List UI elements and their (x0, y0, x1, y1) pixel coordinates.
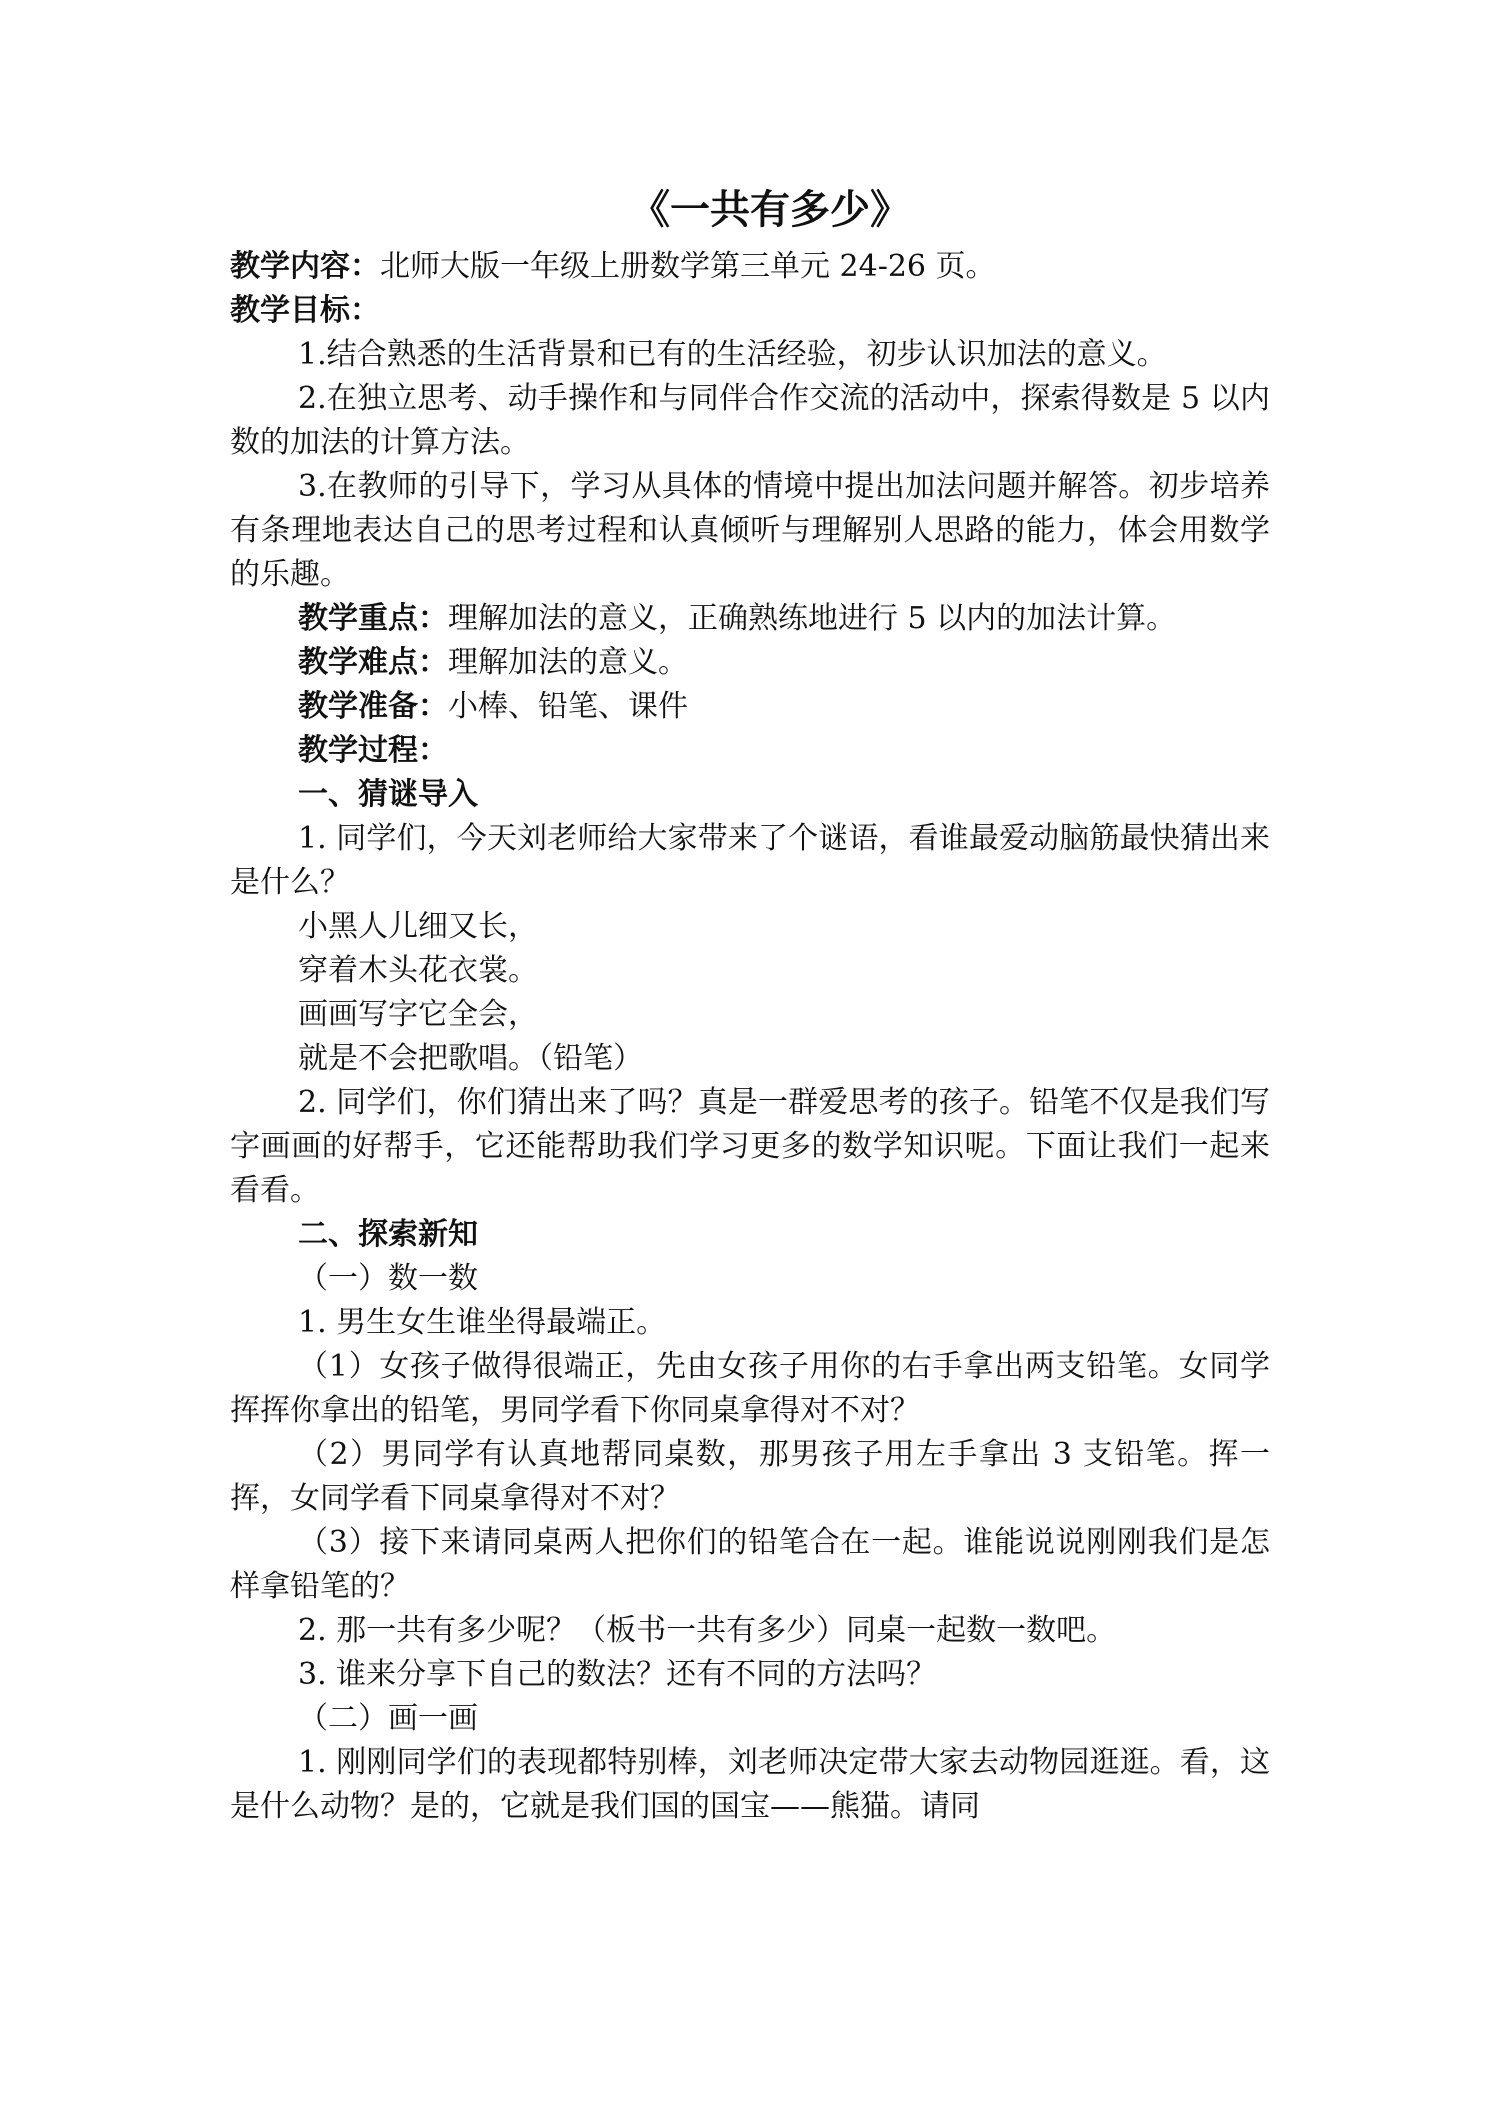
teaching-key-point (230, 597, 1270, 641)
teaching-content (230, 245, 1270, 289)
section2-paragraph-2: 2. 那一共有多少呢？（板书一共有多少）同桌一起数一数吧。 (298, 1613, 1117, 1648)
document-body (230, 175, 1270, 1829)
riddle-line-2: 穿着木头花衣裳。 (298, 953, 538, 988)
section2-paragraph-1-3: （3）接下来请同桌两人把你们的铅笔合在一起。谁能说说刚刚我们是怎样拿铅笔的？ (230, 1525, 1270, 1604)
key-point-label: 教学重点： (298, 601, 448, 636)
section1-paragraph-1: 1. 同学们，今天刘老师给大家带来了个谜语，看谁最爱动脑筋最快猜出来是什么？ (230, 821, 1270, 900)
preparation-label: 教学准备： (298, 689, 448, 724)
riddle-line-4: 就是不会把歌唱。（铅笔） (298, 1041, 643, 1076)
section2-paragraph-1-1: （1）女孩子做得很端正，先由女孩子用你的右手拿出两支铅笔。女同学挥挥你拿出的铅笔，男同学看下你同桌拿得对不对？ (230, 1349, 1270, 1428)
riddle-line-1: 小黑人儿细又长， (298, 909, 538, 944)
teaching-goals-label: 教学目标： (230, 293, 380, 328)
section2-paragraph-1: 1. 男生女生谁坐得最端正。 (298, 1305, 667, 1340)
teaching-difficulty (230, 641, 1270, 685)
goal-2: 2.在独立思考、动手操作和与同伴合作交流的活动中，探索得数是 5 以内数的加法的计算方法。 (230, 381, 1270, 460)
difficulty-label: 教学难点： (298, 645, 448, 680)
subsection-heading-1: （一）数一数 (298, 1261, 478, 1296)
section2-paragraph-4: 1. 刚刚同学们的表现都特别棒，刘老师决定带大家去动物园逛逛。看，这是什么动物？是的，它就是我们国的国宝——熊猫。请同 (230, 1745, 1270, 1824)
goal-3: 3.在教师的引导下，学习从具体的情境中提出加法问题并解答。初步培养有条理地表达自己的思考过程和认真倾听与理解别人思路的能力，体会用数学的乐趣。 (230, 469, 1270, 592)
preparation-text: 小棒、铅笔、课件 (448, 689, 688, 724)
teaching-content-text: 北师大版一年级上册数学第三单元 24-26 页。 (380, 249, 996, 284)
section2-paragraph-1-2: （2）男同学有认真地帮同桌数，那男孩子用左手拿出 3 支铅笔。挥一挥，女同学看下同桌拿得对不对？ (230, 1437, 1270, 1516)
section2-paragraph-3: 3. 谁来分享下自己的数法？还有不同的方法吗？ (298, 1657, 937, 1692)
difficulty-text: 理解加法的意义。 (448, 645, 688, 680)
goal-1: 1.结合熟悉的生活背景和已有的生活经验，初步认识加法的意义。 (298, 337, 1167, 372)
subsection-heading-2: （二）画一画 (298, 1701, 478, 1736)
section-heading-1: 一、猜谜导入 (298, 777, 478, 812)
section-heading-2: 二、探索新知 (298, 1217, 478, 1252)
teaching-preparation (230, 685, 1270, 729)
key-point-text: 理解加法的意义，正确熟练地进行 5 以内的加法计算。 (448, 601, 1177, 636)
teaching-process-label: 教学过程： (298, 733, 448, 768)
section1-paragraph-2: 2. 同学们，你们猜出来了吗？真是一群爱思考的孩子。铅笔不仅是我们写字画画的好帮手，它还能帮助我们学习更多的数学知识呢。下面让我们一起来看看。 (230, 1085, 1270, 1208)
document-title: 《一共有多少》 (630, 187, 910, 233)
riddle-line-3: 画画写字它全会， (298, 997, 538, 1032)
teaching-content-label: 教学内容： (230, 249, 380, 284)
